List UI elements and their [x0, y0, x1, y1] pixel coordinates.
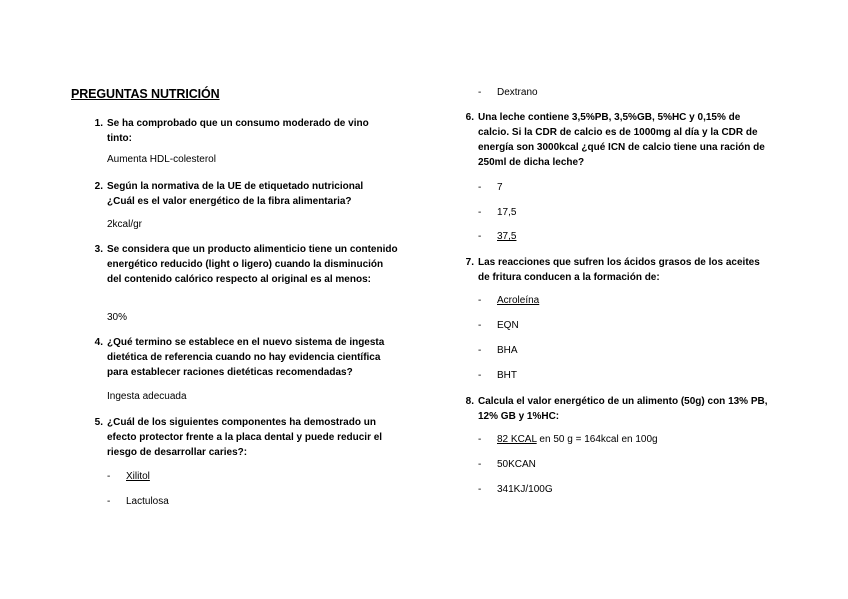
dash-bullet: -: [478, 207, 482, 218]
option-note: en 50 g = 164kcal en 100g: [536, 434, 658, 445]
question-number: 7.: [465, 257, 474, 268]
dash-bullet: -: [107, 471, 111, 482]
question-number: 8.: [465, 396, 474, 407]
dash-bullet: -: [478, 295, 482, 306]
question-1: [94, 116, 392, 146]
option-text: Xilitol: [126, 471, 150, 482]
question-text: Según la normativa de la UE de etiquetado nutricional ¿Cuál es el valor energético de la fibra alimentaria?: [107, 181, 364, 207]
dash-bullet: -: [478, 320, 482, 331]
question-text: ¿Cuál de los siguientes componentes ha demostrado un efecto protector frente a la placa dental y puede reducir el riesgo de desarrollar caries?:: [107, 417, 383, 458]
question-text: Una leche contiene 3,5%PB, 3,5%GB, 5%HC y 0,15% de calcio. Si la CDR de calcio es de 1000mg al día y la CDR de energía son 3000kcal ¿qué ICN de calcio tiene una ración de 250ml de dicha leche?: [478, 112, 765, 168]
option-text: 341KJ/100G: [497, 484, 553, 495]
option-answer: 82 KCAL: [497, 434, 537, 445]
question-2: [94, 179, 392, 209]
option-text: BHT: [497, 370, 517, 381]
dash-bullet: -: [478, 231, 482, 242]
option-text: 17,5: [497, 207, 517, 218]
question-5: [94, 415, 403, 460]
dash-bullet: -: [478, 484, 482, 495]
option-text: EQN: [497, 320, 519, 331]
question-number: 4.: [94, 337, 103, 348]
question-3: [94, 242, 399, 287]
question-number: 2.: [94, 181, 103, 192]
question-number: 6.: [465, 112, 474, 123]
dash-bullet: -: [478, 459, 482, 470]
answer-3: 30%: [107, 312, 128, 323]
answer-1: Aumenta HDL-colesterol: [107, 154, 216, 165]
option-text: [497, 433, 658, 447]
question-4: [94, 335, 399, 380]
question-number: 3.: [94, 244, 103, 255]
question-text: Se ha comprobado que un consumo moderado de vino tinto:: [107, 118, 369, 144]
dash-bullet: -: [478, 87, 482, 98]
question-8: [465, 394, 770, 424]
question-7: [465, 255, 770, 285]
dash-bullet: -: [478, 345, 482, 356]
dash-bullet: -: [478, 370, 482, 381]
option-text: Dextrano: [497, 87, 538, 98]
question-number: 1.: [94, 118, 103, 129]
answer-4: Ingesta adecuada: [107, 391, 187, 402]
question-number: 5.: [94, 417, 103, 428]
question-text: Calcula el valor energético de un alimento (50g) con 13% PB, 12% GB y 1%HC:: [478, 396, 768, 422]
answer-2: 2kcal/gr: [107, 219, 143, 230]
question-text: Las reacciones que sufren los ácidos grasos de los aceites de fritura conducen a la formación de:: [478, 257, 760, 283]
question-text: Se considera que un producto alimenticio tiene un contenido energético reducido (light o ligero) cuando la disminución del contenido calórico respecto al original es al menos:: [107, 244, 398, 285]
dash-bullet: -: [107, 496, 111, 507]
dash-bullet: -: [478, 434, 482, 445]
page-title: PREGUNTAS NUTRICIÓN: [71, 87, 220, 101]
option-text: Acroleína: [497, 295, 540, 306]
question-text: ¿Qué termino se establece en el nuevo sistema de ingesta dietética de referencia cuando no hay evidencia científica para establecer raciones dietéticas recomendadas?: [107, 337, 385, 378]
option-text: 50KCAN: [497, 459, 536, 470]
option-text: Lactulosa: [126, 496, 169, 507]
question-6: [465, 110, 770, 170]
option-text: 37,5: [497, 231, 517, 242]
option-text: 7: [497, 182, 503, 193]
dash-bullet: -: [478, 182, 482, 193]
option-text: BHA: [497, 345, 518, 356]
